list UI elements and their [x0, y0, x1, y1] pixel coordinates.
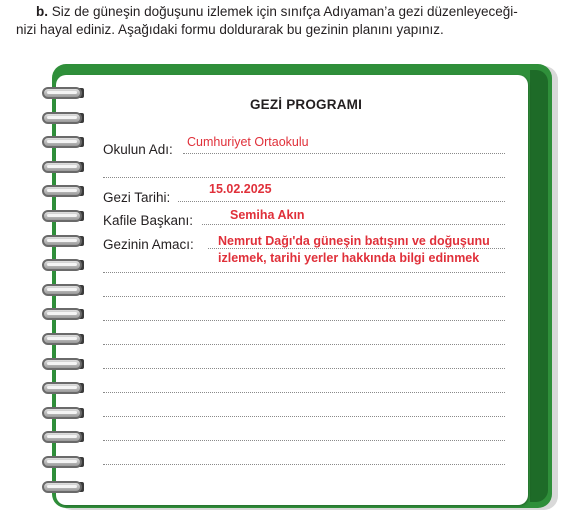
form-title: GEZİ PROGRAMI: [249, 97, 363, 112]
blank-line: [103, 272, 505, 273]
blank-line: [103, 464, 505, 465]
spiral-binding-ring-icon: [40, 357, 86, 371]
blank-line: [103, 416, 505, 417]
spiral-binding-ring-icon: [40, 307, 86, 321]
blank-line: [103, 440, 505, 441]
spiral-binding-ring-icon: [40, 160, 86, 174]
trip-purpose-label: Gezinin Amacı:: [103, 237, 194, 252]
trip-date-line: [178, 201, 505, 202]
trip-date-value[interactable]: 15.02.2025: [209, 182, 272, 196]
instruction-line-2: nizi hayal ediniz. Aşağıdaki formu doldurarak bu gezinin planını yapınız.: [16, 22, 444, 37]
school-name-line: [183, 153, 505, 154]
spiral-binding-ring-icon: [40, 406, 86, 420]
school-name-label: Okulun Adı:: [103, 142, 173, 157]
trip-date-label: Gezi Tarihi:: [103, 190, 171, 205]
group-leader-label: Kafile Başkanı:: [103, 213, 194, 228]
blank-line: [103, 392, 505, 393]
spiral-binding-ring-icon: [40, 258, 86, 272]
blank-line: [103, 368, 505, 369]
notebook-cover-edge: [530, 70, 548, 502]
spiral-binding-ring-icon: [40, 135, 86, 149]
spiral-binding-ring-icon: [40, 480, 86, 494]
instruction-text: [16, 3, 556, 39]
blank-line: [103, 320, 505, 321]
spiral-binding-ring-icon: [40, 381, 86, 395]
blank-line: [103, 177, 505, 178]
spiral-binding-ring-icon: [40, 455, 86, 469]
spiral-binding-ring-icon: [40, 234, 86, 248]
instruction-line-1: Siz de güneşin doğuşunu izlemek için sınıfça Adıyaman’a gezi düzenleyeceği-: [51, 4, 518, 19]
spiral-binding-ring-icon: [40, 111, 86, 125]
group-leader-value[interactable]: Semiha Akın: [230, 208, 305, 222]
spiral-binding-ring-icon: [40, 283, 86, 297]
spiral-binding-ring-icon: [40, 184, 86, 198]
trip-purpose-value[interactable]: Nemrut Dağı'da güneşin batışını ve doğuşunu izlemek, tarihi yerler hakkında bilgi edinmek: [218, 234, 490, 265]
school-name-value[interactable]: Cumhuriyet Ortaokulu: [187, 135, 309, 149]
instruction-marker: b.: [36, 4, 48, 19]
group-leader-line: [202, 224, 505, 225]
spiral-binding-ring-icon: [40, 430, 86, 444]
blank-line: [103, 344, 505, 345]
spiral-binding-ring-icon: [40, 332, 86, 346]
blank-line: [103, 296, 505, 297]
spiral-binding-ring-icon: [40, 209, 86, 223]
